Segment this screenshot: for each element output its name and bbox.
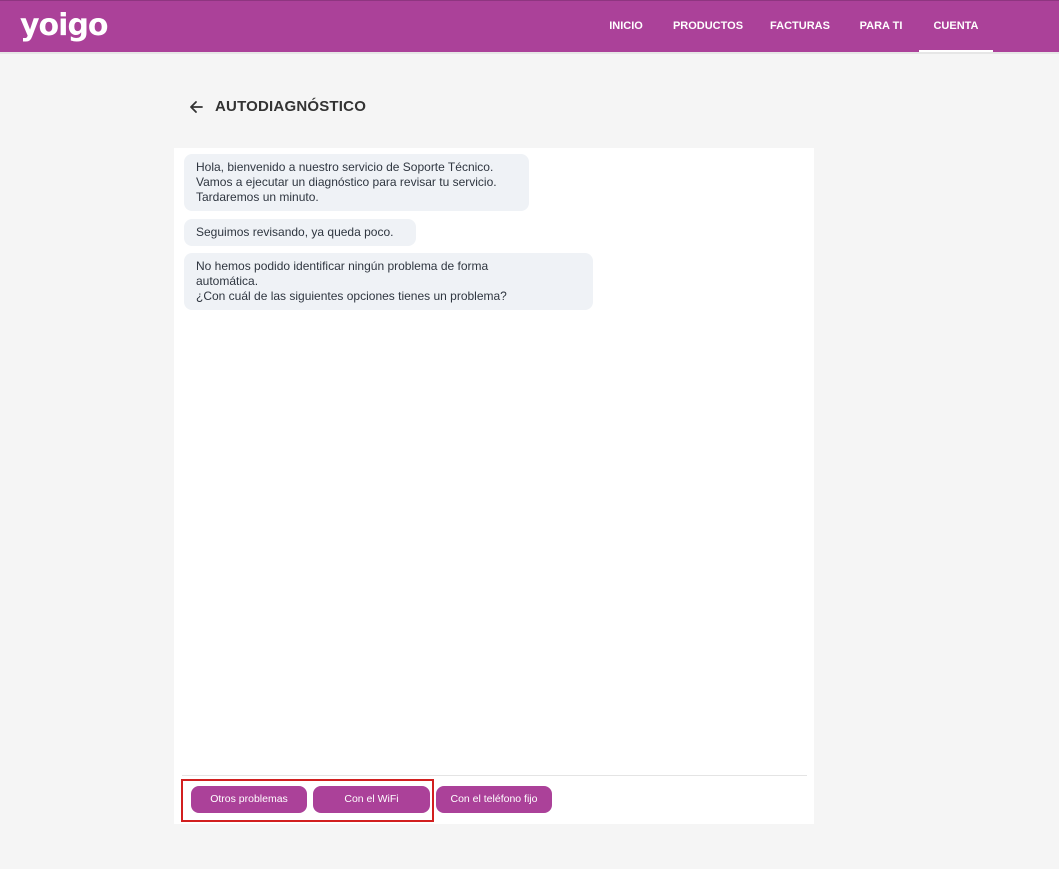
option-wifi-button[interactable]: Con el WiFi — [313, 786, 430, 813]
options-divider — [182, 775, 807, 776]
header-divider — [0, 52, 1059, 54]
message-line: automática. — [196, 274, 259, 288]
chat-panel — [174, 148, 814, 824]
nav-item-productos[interactable]: PRODUCTOS — [672, 20, 744, 32]
chat-message — [184, 154, 529, 211]
nav-item-cuenta[interactable]: CUENTA — [919, 1, 993, 53]
option-otros-problemas-button[interactable]: Otros problemas — [191, 786, 307, 813]
message-line: Hola, bienvenido a nuestro servicio de Soporte Técnico. — [196, 160, 494, 174]
message-line: Tardaremos un minuto. — [196, 190, 319, 204]
top-navigation-bar — [0, 0, 1059, 52]
message-line: Vamos a ejecutar un diagnóstico para revisar tu servicio. — [196, 175, 497, 189]
nav-item-inicio[interactable]: INICIO — [609, 20, 643, 32]
message-line: Seguimos revisando, ya queda poco. — [196, 225, 394, 239]
arrow-left-icon[interactable] — [186, 96, 208, 118]
chat-message — [184, 253, 593, 310]
message-line: ¿Con cuál de las siguientes opciones tienes un problema? — [196, 289, 507, 303]
page-title: AUTODIAGNÓSTICO — [215, 98, 367, 115]
yoigo-logo[interactable]: yoigo — [20, 8, 108, 43]
nav-item-para-ti[interactable]: PARA TI — [859, 20, 903, 32]
chat-message — [184, 219, 416, 246]
option-telefono-fijo-button[interactable]: Con el teléfono fijo — [436, 786, 552, 813]
message-line: No hemos podido identificar ningún problema de forma — [196, 259, 489, 273]
nav-item-facturas[interactable]: FACTURAS — [770, 20, 830, 32]
